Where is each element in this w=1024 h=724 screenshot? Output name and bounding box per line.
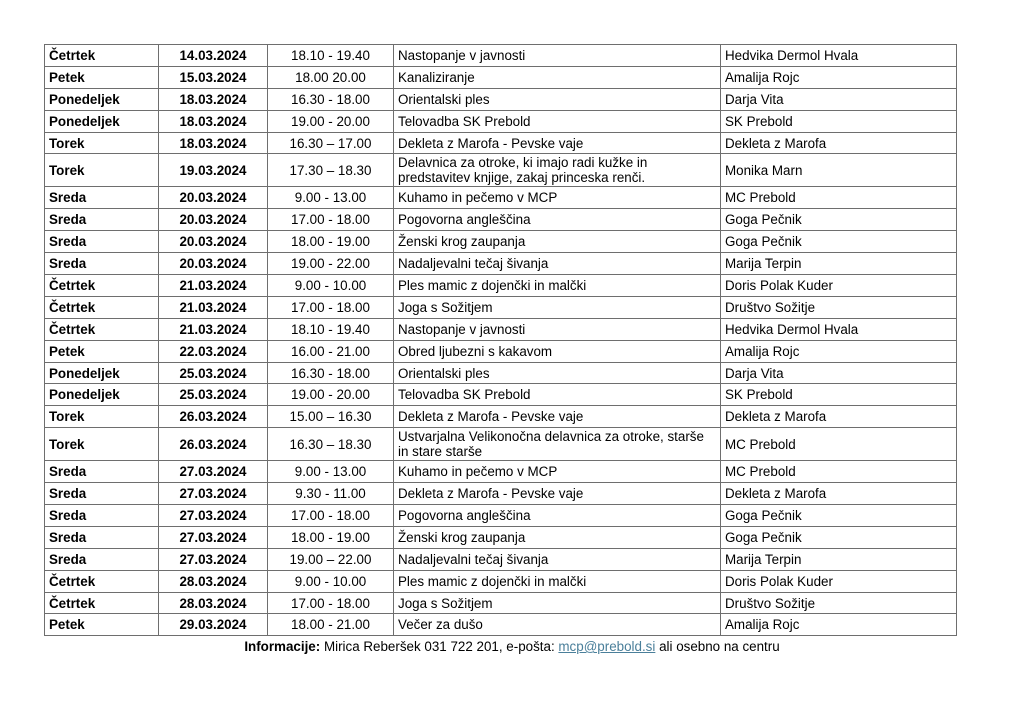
time-cell: 18.00 - 19.00 — [268, 526, 394, 548]
time-cell: 19.00 – 22.00 — [268, 548, 394, 570]
event-cell: Nadaljevalni tečaj šivanja — [394, 253, 721, 275]
day-cell: Torek — [45, 154, 159, 187]
time-cell: 9.00 - 13.00 — [268, 187, 394, 209]
event-cell: Ples mamic z dojenčki in malčki — [394, 570, 721, 592]
table-row — [45, 45, 957, 67]
day-cell: Petek — [45, 66, 159, 88]
event-cell: Večer za dušo — [394, 614, 721, 636]
organizer-cell: Marija Terpin — [721, 253, 957, 275]
time-cell: 17.30 – 18.30 — [268, 154, 394, 187]
date-cell: 18.03.2024 — [159, 132, 268, 154]
event-cell: Nastopanje v javnosti — [394, 318, 721, 340]
date-cell: 21.03.2024 — [159, 318, 268, 340]
table-row — [45, 548, 957, 570]
event-cell: Ples mamic z dojenčki in malčki — [394, 275, 721, 297]
date-cell: 22.03.2024 — [159, 340, 268, 362]
table-row — [45, 362, 957, 384]
day-cell: Sreda — [45, 483, 159, 505]
date-cell: 27.03.2024 — [159, 526, 268, 548]
time-cell: 9.00 - 10.00 — [268, 570, 394, 592]
time-cell: 17.00 - 18.00 — [268, 296, 394, 318]
footer-label: Informacije: — [244, 639, 321, 654]
organizer-cell: Dekleta z Marofa — [721, 483, 957, 505]
date-cell: 27.03.2024 — [159, 548, 268, 570]
day-cell: Sreda — [45, 253, 159, 275]
time-cell: 16.00 - 21.00 — [268, 340, 394, 362]
date-cell: 20.03.2024 — [159, 253, 268, 275]
time-cell: 19.00 - 20.00 — [268, 384, 394, 406]
organizer-cell: Goga Pečnik — [721, 209, 957, 231]
day-cell: Sreda — [45, 187, 159, 209]
table-row — [45, 428, 957, 461]
organizer-cell: MC Prebold — [721, 461, 957, 483]
event-cell: Kanaliziranje — [394, 66, 721, 88]
organizer-cell: Doris Polak Kuder — [721, 570, 957, 592]
table-row — [45, 275, 957, 297]
table-row — [45, 231, 957, 253]
time-cell: 19.00 - 20.00 — [268, 110, 394, 132]
email-link[interactable]: mcp@prebold.si — [558, 639, 656, 654]
day-cell: Četrtek — [45, 275, 159, 297]
event-cell: Dekleta z Marofa - Pevske vaje — [394, 483, 721, 505]
date-cell: 19.03.2024 — [159, 154, 268, 187]
table-row — [45, 592, 957, 614]
time-cell: 16.30 – 17.00 — [268, 132, 394, 154]
date-cell: 27.03.2024 — [159, 483, 268, 505]
organizer-cell: Goga Pečnik — [721, 231, 957, 253]
table-row — [45, 253, 957, 275]
date-cell: 27.03.2024 — [159, 461, 268, 483]
event-cell: Kuhamo in pečemo v MCP — [394, 461, 721, 483]
organizer-cell: Dekleta z Marofa — [721, 132, 957, 154]
table-row — [45, 406, 957, 428]
organizer-cell: Dekleta z Marofa — [721, 406, 957, 428]
table-row — [45, 110, 957, 132]
day-cell: Ponedeljek — [45, 110, 159, 132]
day-cell: Ponedeljek — [45, 362, 159, 384]
day-cell: Petek — [45, 340, 159, 362]
table-row — [45, 461, 957, 483]
date-cell: 18.03.2024 — [159, 110, 268, 132]
schedule-body — [45, 45, 957, 636]
organizer-cell: Darja Vita — [721, 362, 957, 384]
organizer-cell: Monika Marn — [721, 154, 957, 187]
table-row — [45, 340, 957, 362]
organizer-cell: Doris Polak Kuder — [721, 275, 957, 297]
table-row — [45, 570, 957, 592]
day-cell: Sreda — [45, 209, 159, 231]
date-cell: 25.03.2024 — [159, 384, 268, 406]
date-cell: 27.03.2024 — [159, 505, 268, 527]
time-cell: 9.00 - 10.00 — [268, 275, 394, 297]
table-row — [45, 66, 957, 88]
day-cell: Torek — [45, 428, 159, 461]
time-cell: 9.00 - 13.00 — [268, 461, 394, 483]
contact-footer — [0, 639, 1024, 655]
organizer-cell: Marija Terpin — [721, 548, 957, 570]
event-cell: Dekleta z Marofa - Pevske vaje — [394, 132, 721, 154]
table-row — [45, 209, 957, 231]
date-cell: 21.03.2024 — [159, 296, 268, 318]
date-cell: 15.03.2024 — [159, 66, 268, 88]
time-cell: 18.00 - 21.00 — [268, 614, 394, 636]
day-cell: Četrtek — [45, 570, 159, 592]
date-cell: 20.03.2024 — [159, 187, 268, 209]
time-cell: 16.30 - 18.00 — [268, 88, 394, 110]
footer-contact: Mirica Reberšek 031 722 201, e-pošta: — [320, 639, 559, 654]
date-cell: 26.03.2024 — [159, 406, 268, 428]
event-cell: Ustvarjalna Velikonočna delavnica za otroke, starše in stare starše — [394, 428, 721, 461]
organizer-cell: MC Prebold — [721, 428, 957, 461]
table-row — [45, 483, 957, 505]
day-cell: Sreda — [45, 526, 159, 548]
day-cell: Sreda — [45, 461, 159, 483]
footer-suffix: ali osebno na centru — [655, 639, 780, 654]
date-cell: 28.03.2024 — [159, 592, 268, 614]
table-row — [45, 296, 957, 318]
event-cell: Orientalski ples — [394, 362, 721, 384]
event-cell: Delavnica za otroke, ki imajo radi kužke in predstavitev knjige, zakaj princeska renči. — [394, 154, 721, 187]
event-cell: Nadaljevalni tečaj šivanja — [394, 548, 721, 570]
time-cell: 18.10 - 19.40 — [268, 45, 394, 67]
organizer-cell: Hedvika Dermol Hvala — [721, 45, 957, 67]
event-cell: Joga s Sožitjem — [394, 296, 721, 318]
table-row — [45, 187, 957, 209]
date-cell: 14.03.2024 — [159, 45, 268, 67]
date-cell: 26.03.2024 — [159, 428, 268, 461]
organizer-cell: Amalija Rojc — [721, 614, 957, 636]
date-cell: 20.03.2024 — [159, 209, 268, 231]
organizer-cell: Amalija Rojc — [721, 66, 957, 88]
day-cell: Petek — [45, 614, 159, 636]
time-cell: 16.30 – 18.30 — [268, 428, 394, 461]
event-cell: Telovadba SK Prebold — [394, 110, 721, 132]
table-row — [45, 318, 957, 340]
time-cell: 18.00 - 19.00 — [268, 231, 394, 253]
organizer-cell: Hedvika Dermol Hvala — [721, 318, 957, 340]
organizer-cell: Darja Vita — [721, 88, 957, 110]
table-row — [45, 132, 957, 154]
event-cell: Pogovorna angleščina — [394, 505, 721, 527]
time-cell: 16.30 - 18.00 — [268, 362, 394, 384]
organizer-cell: Amalija Rojc — [721, 340, 957, 362]
event-cell: Ženski krog zaupanja — [394, 526, 721, 548]
time-cell: 18.00 20.00 — [268, 66, 394, 88]
date-cell: 28.03.2024 — [159, 570, 268, 592]
date-cell: 25.03.2024 — [159, 362, 268, 384]
date-cell: 21.03.2024 — [159, 275, 268, 297]
time-cell: 17.00 - 18.00 — [268, 592, 394, 614]
table-row — [45, 88, 957, 110]
day-cell: Torek — [45, 132, 159, 154]
day-cell: Torek — [45, 406, 159, 428]
event-cell: Ženski krog zaupanja — [394, 231, 721, 253]
table-row — [45, 614, 957, 636]
day-cell: Četrtek — [45, 296, 159, 318]
table-row — [45, 384, 957, 406]
event-cell: Dekleta z Marofa - Pevske vaje — [394, 406, 721, 428]
time-cell: 9.30 - 11.00 — [268, 483, 394, 505]
event-cell: Kuhamo in pečemo v MCP — [394, 187, 721, 209]
table-row — [45, 154, 957, 187]
event-cell: Pogovorna angleščina — [394, 209, 721, 231]
day-cell: Ponedeljek — [45, 88, 159, 110]
organizer-cell: Društvo Sožitje — [721, 592, 957, 614]
date-cell: 18.03.2024 — [159, 88, 268, 110]
organizer-cell: Društvo Sožitje — [721, 296, 957, 318]
day-cell: Četrtek — [45, 592, 159, 614]
day-cell: Sreda — [45, 231, 159, 253]
date-cell: 20.03.2024 — [159, 231, 268, 253]
table-row — [45, 505, 957, 527]
date-cell: 29.03.2024 — [159, 614, 268, 636]
event-cell: Obred ljubezni s kakavom — [394, 340, 721, 362]
day-cell: Sreda — [45, 505, 159, 527]
table-row — [45, 526, 957, 548]
day-cell: Ponedeljek — [45, 384, 159, 406]
time-cell: 18.10 - 19.40 — [268, 318, 394, 340]
event-cell: Nastopanje v javnosti — [394, 45, 721, 67]
day-cell: Sreda — [45, 548, 159, 570]
organizer-cell: Goga Pečnik — [721, 505, 957, 527]
day-cell: Četrtek — [45, 318, 159, 340]
event-cell: Telovadba SK Prebold — [394, 384, 721, 406]
organizer-cell: Goga Pečnik — [721, 526, 957, 548]
day-cell: Četrtek — [45, 45, 159, 67]
time-cell: 19.00 - 22.00 — [268, 253, 394, 275]
organizer-cell: SK Prebold — [721, 110, 957, 132]
time-cell: 17.00 - 18.00 — [268, 505, 394, 527]
schedule-table — [44, 44, 957, 636]
event-cell: Joga s Sožitjem — [394, 592, 721, 614]
organizer-cell: SK Prebold — [721, 384, 957, 406]
event-cell: Orientalski ples — [394, 88, 721, 110]
time-cell: 17.00 - 18.00 — [268, 209, 394, 231]
time-cell: 15.00 – 16.30 — [268, 406, 394, 428]
organizer-cell: MC Prebold — [721, 187, 957, 209]
